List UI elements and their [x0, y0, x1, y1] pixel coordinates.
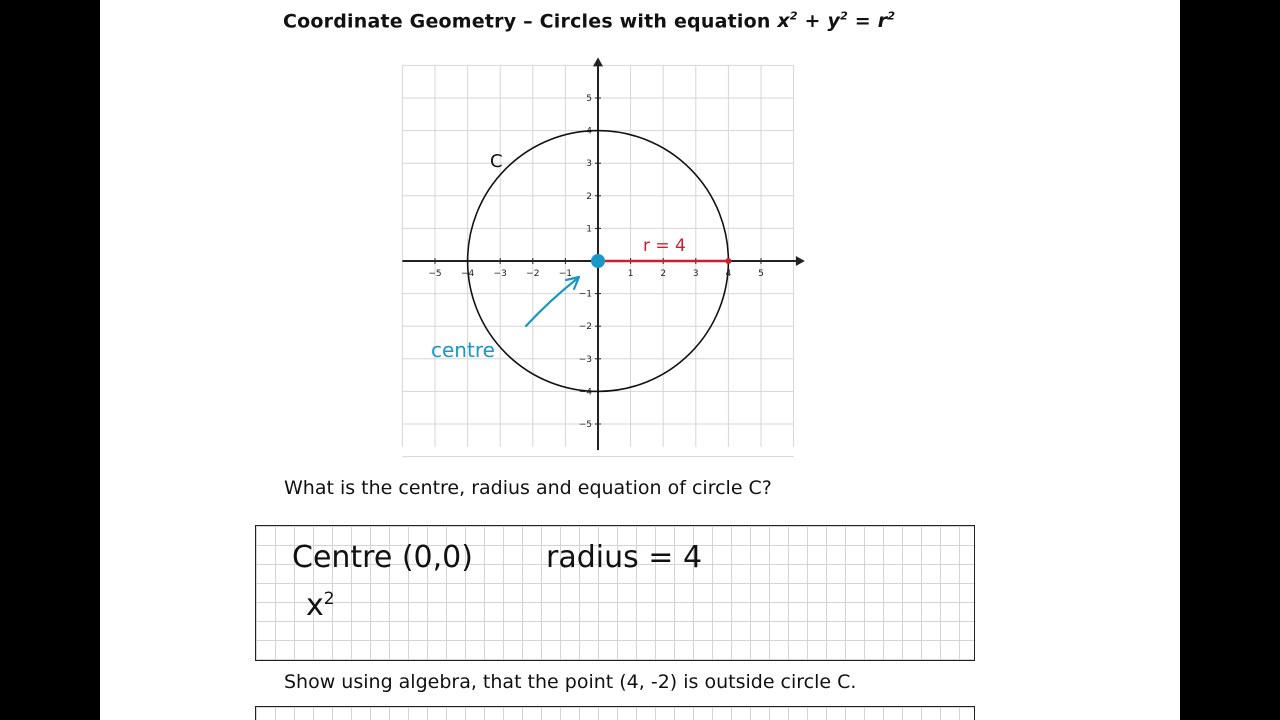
x-tick-label: −2: [526, 269, 540, 279]
centre-arrow: [526, 278, 578, 326]
title-r-exp: 2: [887, 10, 896, 23]
answer-box-1[interactable]: [255, 525, 975, 661]
x-tick-label: 2: [660, 269, 667, 279]
y-tick-label: −3: [578, 354, 592, 365]
y-tick-label: −5: [578, 420, 592, 430]
title-text: Coordinate Geometry – Circles with equation: [283, 10, 771, 33]
y-tick-label: 2: [586, 191, 592, 202]
x-axis-arrow: [796, 256, 805, 266]
question-2: Show using algebra, that the point (4, -2) is outside circle C.: [284, 671, 857, 693]
answer-radius: radius = 4: [546, 540, 703, 575]
x-tick-label: −3: [493, 269, 507, 279]
x-tick-label: −4: [460, 269, 475, 279]
radius-label: r = 4: [643, 236, 686, 256]
x-tick-label: 5: [758, 269, 764, 279]
answer-equation: [306, 588, 335, 623]
y-tick-label: −2: [578, 322, 592, 333]
x-tick-label: 4: [725, 269, 732, 279]
y-tick-label: 1: [586, 224, 592, 235]
circle-label: C: [490, 151, 503, 172]
title-plus: +: [804, 10, 821, 33]
title-x: x: [777, 10, 790, 33]
centre-dot: [591, 254, 605, 268]
x-tick-label: −5: [428, 269, 442, 279]
title-r: r: [877, 10, 888, 33]
title-equals: =: [854, 10, 871, 33]
radius-endpoint: [725, 258, 731, 264]
coordinate-graph: [100, 0, 1180, 470]
y-tick-label: 4: [586, 126, 592, 137]
answer-equation-x: x: [306, 588, 324, 623]
y-tick-label: −1: [578, 289, 592, 300]
x-tick-label: 1: [627, 269, 634, 279]
answer-box-2[interactable]: [255, 706, 975, 720]
answer-equation-exp: 2: [323, 589, 335, 609]
question-1: What is the centre, radius and equation of circle C?: [284, 477, 772, 499]
x-tick-label: −1: [558, 269, 573, 279]
title-y-exp: 2: [840, 10, 848, 23]
worksheet-page: [100, 0, 1180, 720]
title-x-exp: 2: [789, 10, 798, 23]
title-y: y: [827, 10, 841, 33]
y-axis-arrow: [593, 57, 603, 66]
answer-centre: Centre (0,0): [292, 540, 473, 575]
centre-label: centre: [431, 338, 495, 362]
y-tick-label: 3: [586, 159, 592, 170]
y-tick-label: 5: [586, 94, 592, 104]
y-tick-label: −4: [578, 387, 592, 398]
x-tick-label: 3: [692, 269, 699, 279]
